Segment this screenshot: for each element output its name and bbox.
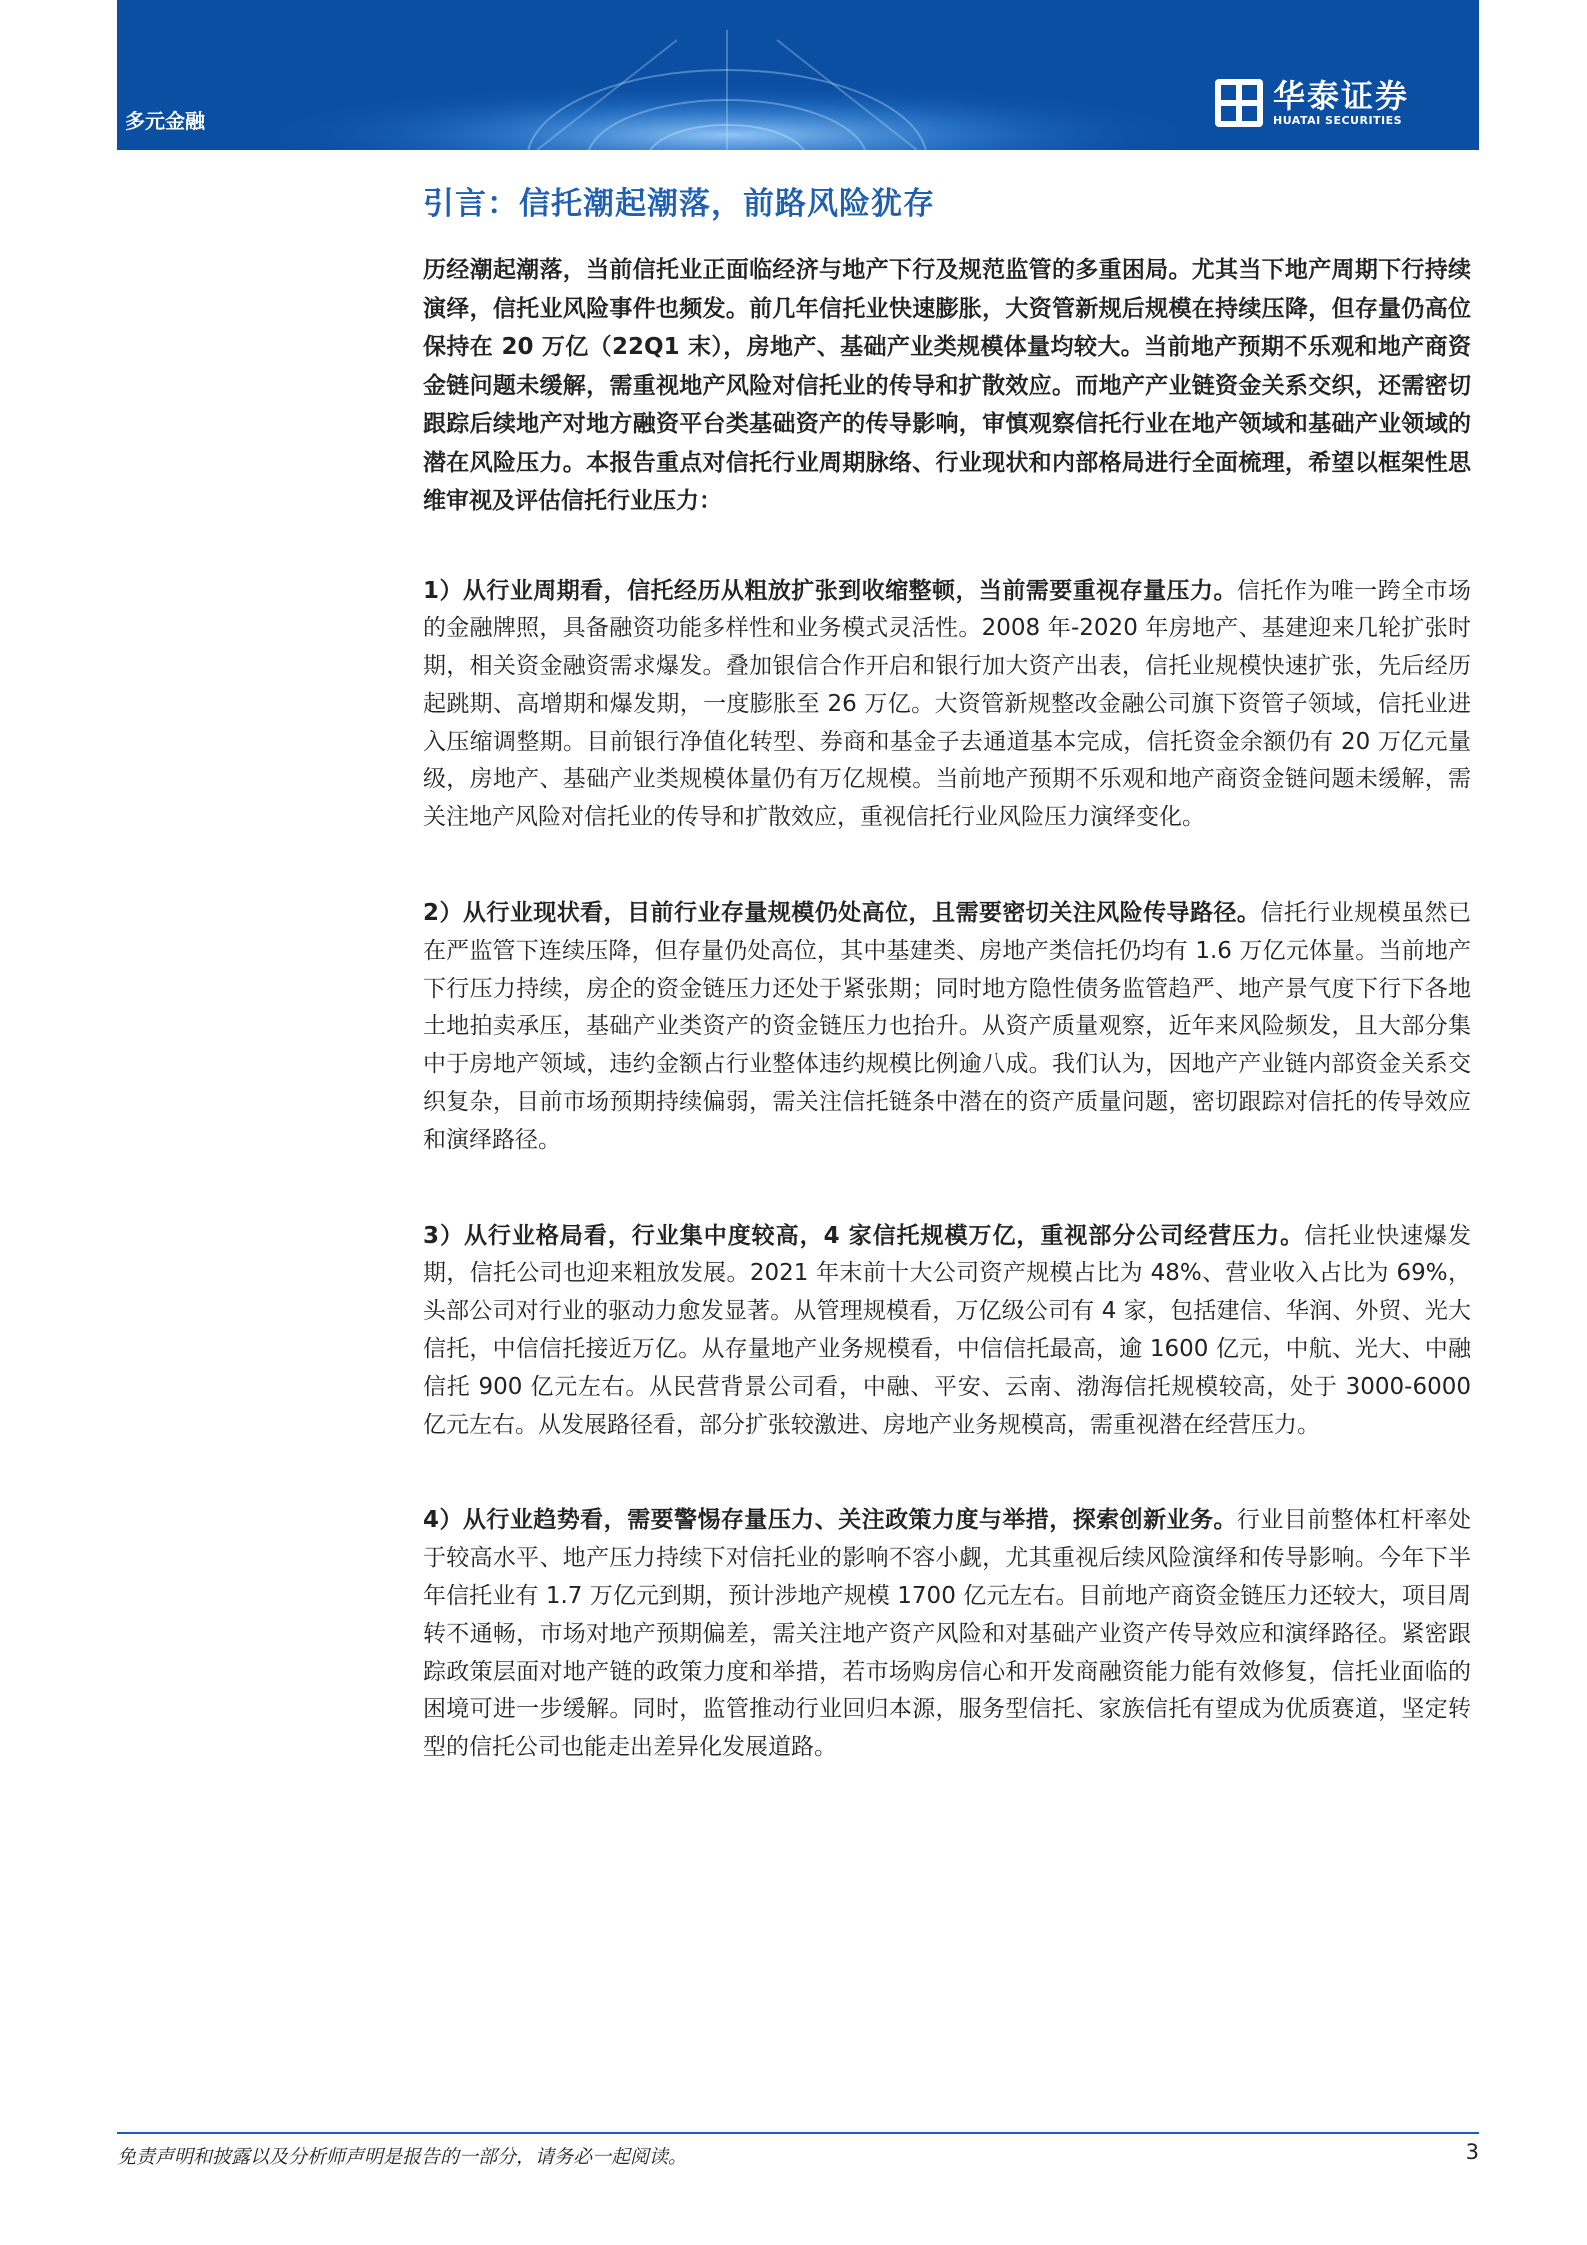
huatai-logo-icon: [1215, 79, 1263, 127]
point-paragraph-1: [423, 573, 1471, 838]
point-lead-1: 1）从行业周期看，信托经历从粗放扩张到收缩整顿，当前需要重视存量压力。: [423, 577, 1237, 604]
point-lead-3: 3）从行业格局看，行业集中度较高，4 家信托规模万亿，重视部分公司经营压力。: [423, 1222, 1305, 1249]
logo-name-cn: 华泰证券: [1272, 77, 1409, 115]
point-paragraph-4: [423, 1502, 1471, 1767]
logo-name-en: HUATAI SECURITIES: [1272, 114, 1403, 127]
point-body-1: 信托作为唯一跨全市场的金融牌照，具备融资功能多样性和业务模式灵活性。2008 年-2020 年房地产、基建迎来几轮扩张时期，相关资金融资需求爆发。叠加银信合作开启和银行加大资产出表，信托业规模快速扩张，先后经历起跳期、高增期和爆发期，一度膨胀至 26 万亿。大资管新规整改金融公司旗下资管子领域，信托业进入压缩调整期。目前银行净值化转型、券商和基金子去通道基本完成，信托资金余额仍有 20 万亿元量级，房地产、基础产业类规模体量仍有万亿规模。当前地产预期不乐观和地产商资金链问题未缓解，需关注地产风险对信托业的传导和扩散效应，重视信托行业风险压力演绎变化。: [423, 577, 1471, 831]
point-paragraph-2: [423, 895, 1471, 1160]
point-body-3: 信托业快速爆发期，信托公司也迎来粗放发展。2021 年末前十大公司资产规模占比为 48%、营业收入占比为 69%，头部公司对行业的驱动力愈发显著。从管理规模看，万亿级公司有 4 家，包括建信、华润、外贸、光大信托，中信信托接近万亿。从存量地产业务规模看，中信信托最高，逾 1600 亿元，中航、光大、中融信托 900 亿元左右。从民营背景公司看，中融、平安、云南、渤海信托规模较高，处于 3000-6000 亿元左右。从发展路径看，部分扩张较激进、房地产业务规模高，需重视潜在经营压力。: [423, 1222, 1471, 1438]
footer-disclaimer: 免责声明和披露以及分析师声明是报告的一部分，请务必一起阅读。: [117, 2146, 688, 2168]
page-header: [117, 0, 1479, 150]
main-content: [423, 170, 1471, 1767]
point-lead-2: 2）从行业现状看，目前行业存量规模仍处高位，且需要密切关注风险传导路径。: [423, 900, 1261, 927]
intro-paragraph: 历经潮起潮落，当前信托业正面临经济与地产下行及规范监管的多重困局。尤其当下地产周期下行持续演绎，信托业风险事件也频发。前几年信托业快速膨胀，大资管新规后规模在持续压降，但存量仍高位保持在 20 万亿（22Q1 末），房地产、基础产业类规模体量均较大。当前地产预期不乐观和地产商资金链问题未缓解，需重视地产风险对信托业的传导和扩散效应。而地产产业链资金关系交织，还需密切跟踪后续地产对地方融资平台类基础资产的传导影响，审慎观察信托行业在地产领域和基础产业领域的潜在风险压力。本报告重点对信托行业周期脉络、行业现状和内部格局进行全面梳理，希望以框架性思维审视及评估信托行业压力：: [423, 257, 1471, 514]
page-number: 3: [1465, 2140, 1479, 2164]
huatai-logo: [1215, 78, 1409, 128]
point-body-2: 信托行业规模虽然已在严监管下连续压降，但存量仍处高位，其中基建类、房地产类信托仍均有 1.6 万亿元体量。当前地产下行压力持续，房企的资金链压力还处于紧张期；同时地方隐性债务监管趋严、地产景气度下行下各地土地拍卖承压，基础产业类资产的资金链压力也抬升。从资产质量观察，近年来风险频发，且大部分集中于房地产领域，违约金额占行业整体违约规模比例逾八成。我们认为，因地产产业链内部资金关系交织复杂，目前市场预期持续偏弱，需关注信托链条中潜在的资产质量问题，密切跟踪对信托的传导效应和演绎路径。: [423, 900, 1471, 1153]
point-paragraph-3: [423, 1218, 1471, 1445]
point-lead-4: 4）从行业趋势看，需要警惕存量压力、关注政策力度与举措，探索创新业务。: [423, 1507, 1237, 1534]
section-title: 引言：信托潮起潮落，前路风险犹存: [423, 186, 935, 222]
footer-divider: [117, 2132, 1479, 2134]
section-tag: 多元金融: [125, 109, 205, 133]
point-body-4: 行业目前整体杠杆率处于较高水平、地产压力持续下对信托业的影响不容小觑，尤其重视后续风险演绎和传导影响。今年下半年信托业有 1.7 万亿元到期，预计涉地产规模 1700 亿元左右。目前地产商资金链压力还较大，项目周转不通畅，市场对地产预期偏差，需关注地产资产风险和对基础产业资产传导效应和演绎路径。紧密跟踪政策层面对地产链的政策力度和举措，若市场购房信心和开发商融资能力能有效修复，信托业面临的困境可进一步缓解。同时，监管推动行业回归本源，服务型信托、家族信托有望成为优质赛道，坚定转型的信托公司也能走出差异化发展道路。: [423, 1507, 1471, 1761]
